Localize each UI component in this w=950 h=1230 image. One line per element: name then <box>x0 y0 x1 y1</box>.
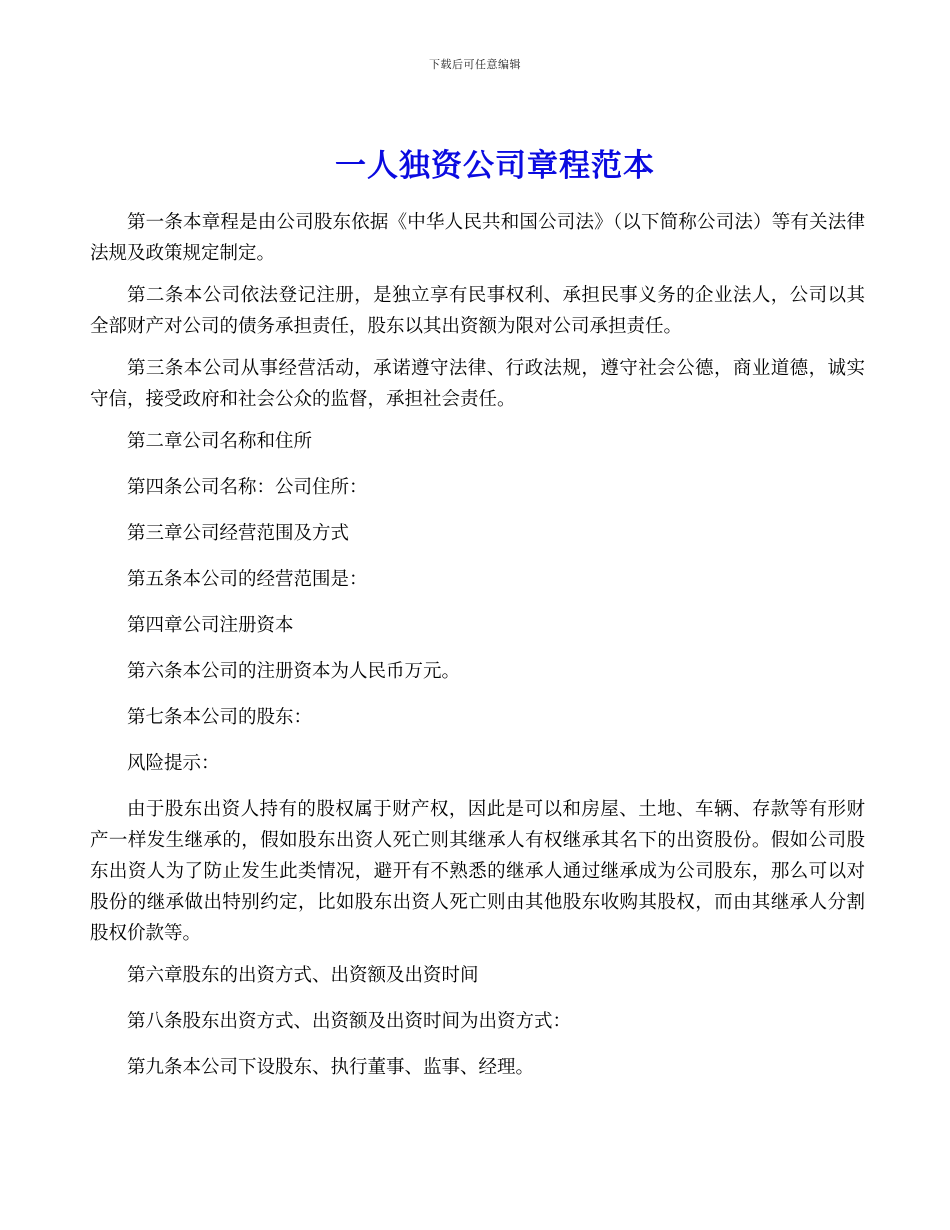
article-2: 第二条本公司依法登记注册，是独立享有民事权利、承担民事义务的企业法人，公司以其全部财产对公司的债务承担责任，股东以其出资额为限对公司承担责任。 <box>90 285 865 337</box>
article-9: 第九条本公司下设股东、执行董事、监事、经理。 <box>127 1057 535 1078</box>
header-note: 下载后可任意编辑 <box>429 58 521 71</box>
article-7: 第七条本公司的股东： <box>127 707 313 728</box>
article-4: 第四条公司名称：公司住所： <box>127 477 368 498</box>
risk-warning-text: 由于股东出资人持有的股权属于财产权，因此是可以和房屋、土地、车辆、存款等有形财产一样发生继承的，假如股东出资人死亡则其继承人有权继承其名下的出资股份。假如公司股东出资人为了防止发生此类情况，避开有不熟悉的继承人通过继承成为公司股东，那么可以对股份的继承做出特别约定，比如股东出资人死亡则由其他股东收购其股权，而由其继承人分割股权价款等。 <box>90 799 865 944</box>
chapter-3-heading: 第三章公司经营范围及方式 <box>127 523 350 544</box>
document-title: 一人独资公司章程范本 <box>335 148 655 184</box>
chapter-2-heading: 第二章公司名称和住所 <box>127 431 313 452</box>
article-3: 第三条本公司从事经营活动，承诺遵守法律、行政法规，遵守社会公德，商业道德，诚实守信，接受政府和社会公众的监督，承担社会责任。 <box>90 358 865 410</box>
article-6: 第六条本公司的注册资本为人民币万元。 <box>127 661 461 682</box>
article-8: 第八条股东出资方式、出资额及出资时间为出资方式： <box>127 1011 572 1032</box>
chapter-4-heading: 第四章公司注册资本 <box>127 615 294 636</box>
article-1: 第一条本章程是由公司股东依据《中华人民共和国公司法》（以下简称公司法）等有关法律法规及政策规定制定。 <box>90 212 865 264</box>
chapter-6-heading: 第六章股东的出资方式、出资额及出资时间 <box>127 965 479 986</box>
article-5: 第五条本公司的经营范围是： <box>127 569 368 590</box>
document-body <box>90 207 865 1098</box>
risk-warning-label: 风险提示： <box>127 753 220 774</box>
